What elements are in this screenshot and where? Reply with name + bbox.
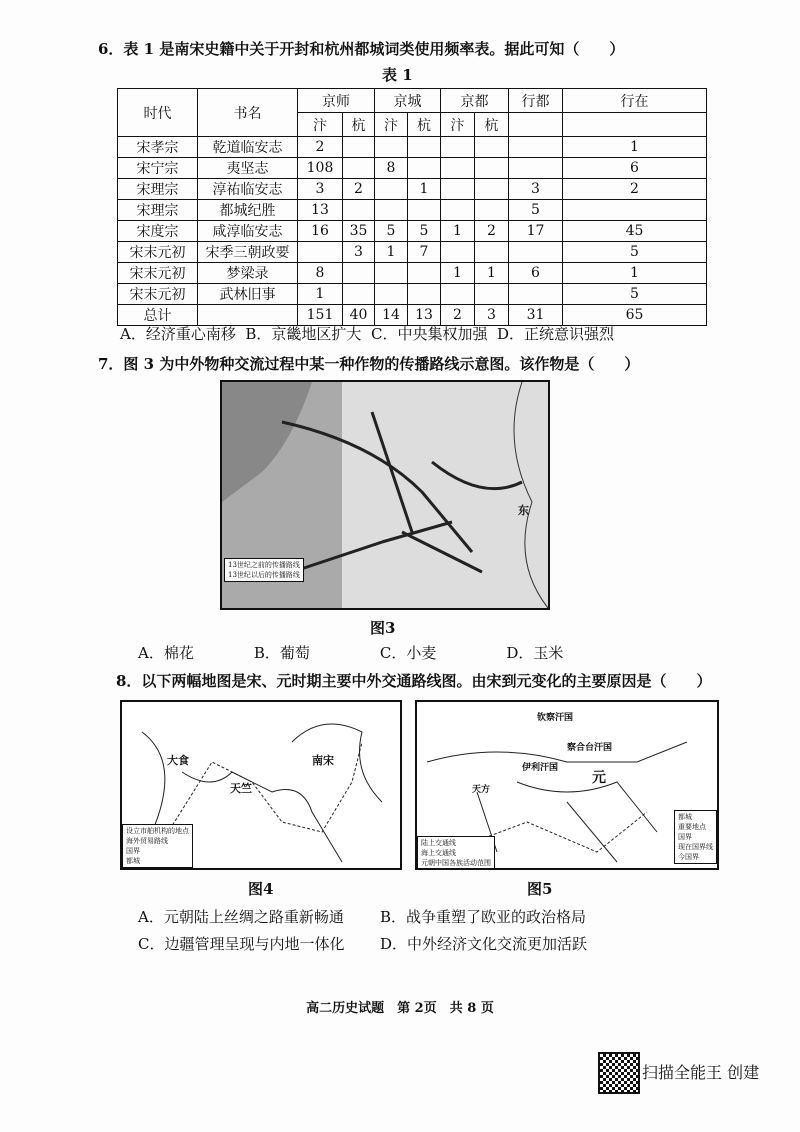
legend-item: 海上交通线 bbox=[421, 849, 456, 857]
table-cell bbox=[441, 158, 475, 179]
table-cell bbox=[375, 200, 408, 221]
sub-bian: 汴 bbox=[298, 113, 343, 137]
scanner-watermark: 扫描全能王 创建 bbox=[642, 1063, 760, 1082]
table-cell bbox=[375, 263, 408, 284]
map-label: 伊利汗国 bbox=[522, 763, 559, 773]
table-cell: 宋孝宗 bbox=[118, 137, 198, 158]
table-cell: 1 bbox=[475, 263, 509, 284]
header-book: 书名 bbox=[198, 89, 298, 137]
table-cell: 夷坚志 bbox=[198, 158, 298, 179]
table-cell bbox=[475, 242, 509, 263]
table-cell: 65 bbox=[563, 305, 707, 326]
header-xingzai: 行在 bbox=[563, 89, 707, 113]
legend-item: 陆上交通线 bbox=[421, 839, 456, 847]
header-era: 时代 bbox=[118, 89, 198, 137]
option-a[interactable]: A．经济重心南移 bbox=[120, 325, 236, 343]
map-legend bbox=[417, 836, 495, 870]
figure-3-map bbox=[220, 380, 550, 610]
header-jingcheng: 京城 bbox=[375, 89, 441, 113]
map-label: 天竺 bbox=[230, 782, 252, 795]
table-cell bbox=[441, 242, 475, 263]
legend-item: 现在国界线 bbox=[678, 843, 713, 851]
table-cell: 总计 bbox=[118, 305, 198, 326]
table-cell bbox=[408, 137, 441, 158]
table-cell: 14 bbox=[375, 305, 408, 326]
table-row bbox=[118, 242, 707, 263]
table-cell: 咸淳临安志 bbox=[198, 221, 298, 242]
table-cell: 8 bbox=[298, 263, 343, 284]
table-row bbox=[118, 221, 707, 242]
table-cell: 1 bbox=[441, 263, 475, 284]
table-cell bbox=[441, 179, 475, 200]
option-d[interactable]: D．中外经济文化交流更加活跃 bbox=[380, 935, 588, 953]
table-cell: 1 bbox=[375, 242, 408, 263]
table-cell bbox=[375, 284, 408, 305]
table-cell: 1 bbox=[563, 263, 707, 284]
table-cell bbox=[509, 284, 563, 305]
map-label: 钦察汗国 bbox=[537, 713, 574, 723]
legend-item: 设立市舶机构的地点 bbox=[126, 827, 189, 835]
table-cell bbox=[475, 284, 509, 305]
legend-item: 13世纪之前的传播路线 bbox=[228, 561, 300, 569]
table-cell: 1 bbox=[408, 179, 441, 200]
option-d[interactable]: D．玉米 bbox=[506, 644, 564, 662]
table-cell: 6 bbox=[509, 263, 563, 284]
table-cell: 8 bbox=[375, 158, 408, 179]
table-cell: 40 bbox=[343, 305, 375, 326]
sub-bian: 汴 bbox=[375, 113, 408, 137]
legend-item: 海外贸易路线 bbox=[126, 837, 168, 845]
legend-item: 国界 bbox=[678, 833, 692, 841]
legend-item: 重要地点 bbox=[678, 823, 706, 831]
table-cell: 1 bbox=[298, 284, 343, 305]
map-legend-2 bbox=[674, 810, 717, 864]
map-label: 元 bbox=[592, 770, 606, 786]
table-row bbox=[118, 158, 707, 179]
figure-4-map bbox=[120, 700, 402, 870]
table-cell: 都城纪胜 bbox=[198, 200, 298, 221]
table-cell: 乾道临安志 bbox=[198, 137, 298, 158]
table-cell bbox=[298, 242, 343, 263]
q6-options bbox=[120, 323, 614, 344]
table-cell: 13 bbox=[298, 200, 343, 221]
table-cell: 宋理宗 bbox=[118, 200, 198, 221]
table-cell: 武林旧事 bbox=[198, 284, 298, 305]
table-cell bbox=[441, 284, 475, 305]
option-c[interactable]: C．边疆管理呈现与内地一体化 bbox=[138, 935, 345, 953]
table-row bbox=[118, 137, 707, 158]
map-label: 大食 bbox=[167, 754, 189, 767]
table-cell: 宋末元初 bbox=[118, 284, 198, 305]
sub-hang: 杭 bbox=[343, 113, 375, 137]
table-cell: 2 bbox=[563, 179, 707, 200]
option-b[interactable]: B．葡萄 bbox=[253, 644, 310, 662]
q7-options bbox=[138, 642, 563, 663]
table-cell: 2 bbox=[298, 137, 343, 158]
table-cell: 5 bbox=[408, 221, 441, 242]
table-cell bbox=[343, 200, 375, 221]
header-jingdu: 京都 bbox=[441, 89, 509, 113]
q7-stem: 7．图 3 为中外物种交流过程中某一种作物的传播路线示意图。该作物是（ ） bbox=[98, 355, 640, 373]
table-cell bbox=[509, 137, 563, 158]
table-cell: 151 bbox=[298, 305, 343, 326]
table-cell: 宋宁宗 bbox=[118, 158, 198, 179]
table-cell: 宋末元初 bbox=[118, 242, 198, 263]
header-jingshi: 京师 bbox=[298, 89, 375, 113]
legend-item: 元朝中国各族活动范围 bbox=[421, 859, 491, 867]
table-cell: 2 bbox=[475, 221, 509, 242]
table-cell bbox=[408, 263, 441, 284]
figure-5-caption: 图5 bbox=[527, 880, 553, 898]
q6-stem: 6．表 1 是南宋史籍中关于开封和杭州都城词类使用频率表。据此可知（ ） bbox=[98, 40, 625, 58]
qr-code-icon bbox=[598, 1052, 640, 1094]
figure-3-caption: 图3 bbox=[370, 619, 396, 637]
frequency-table bbox=[117, 88, 707, 326]
figure-4-caption: 图4 bbox=[248, 880, 274, 898]
map-label: 东 bbox=[518, 504, 529, 517]
table-cell: 7 bbox=[408, 242, 441, 263]
map-label: 天方 bbox=[472, 785, 491, 795]
table-cell bbox=[441, 137, 475, 158]
legend-item: 国界 bbox=[126, 847, 140, 855]
table-row bbox=[118, 179, 707, 200]
table-cell: 宋末元初 bbox=[118, 263, 198, 284]
legend-item: 今国界 bbox=[678, 853, 699, 861]
option-a[interactable]: A．元朝陆上丝绸之路重新畅通 bbox=[138, 908, 344, 926]
table-cell bbox=[343, 284, 375, 305]
table-cell: 2 bbox=[441, 305, 475, 326]
figure-5-map bbox=[415, 700, 719, 870]
table-cell: 35 bbox=[343, 221, 375, 242]
table-cell bbox=[563, 200, 707, 221]
table-cell: 16 bbox=[298, 221, 343, 242]
table-row bbox=[118, 200, 707, 221]
map-label: 南宋 bbox=[312, 754, 334, 767]
table-cell bbox=[343, 158, 375, 179]
table-cell: 5 bbox=[375, 221, 408, 242]
table-cell: 1 bbox=[441, 221, 475, 242]
sub-hang: 杭 bbox=[475, 113, 509, 137]
table-cell bbox=[509, 158, 563, 179]
table-cell bbox=[408, 200, 441, 221]
legend-item: 都城 bbox=[126, 857, 140, 865]
option-a[interactable]: A．棉花 bbox=[138, 644, 194, 662]
option-b[interactable]: B．京畿地区扩大 bbox=[245, 325, 362, 343]
table-cell: 6 bbox=[563, 158, 707, 179]
table-cell bbox=[475, 179, 509, 200]
table-row bbox=[118, 263, 707, 284]
option-c[interactable]: C．中央集权加强 bbox=[370, 325, 488, 343]
table-cell bbox=[441, 200, 475, 221]
table-row bbox=[118, 284, 707, 305]
table-cell: 3 bbox=[343, 242, 375, 263]
map-legend bbox=[224, 558, 304, 582]
table-cell: 13 bbox=[408, 305, 441, 326]
q8-stem: 8．以下两幅地图是宋、元时期主要中外交通路线图。由宋到元变化的主要原因是（ ） bbox=[116, 672, 712, 690]
table-cell: 45 bbox=[563, 221, 707, 242]
table-cell: 3 bbox=[509, 179, 563, 200]
option-c[interactable]: C．小麦 bbox=[379, 644, 437, 662]
table-cell: 5 bbox=[509, 200, 563, 221]
table-cell: 5 bbox=[563, 284, 707, 305]
sub-hang: 杭 bbox=[408, 113, 441, 137]
table-cell: 5 bbox=[563, 242, 707, 263]
table-cell bbox=[343, 137, 375, 158]
table-cell: 宋度宗 bbox=[118, 221, 198, 242]
legend-item: 13世纪以后的传播路线 bbox=[228, 571, 300, 579]
table-cell: 17 bbox=[509, 221, 563, 242]
sub-bian: 汴 bbox=[441, 113, 475, 137]
header-xingdu: 行都 bbox=[509, 89, 563, 113]
option-b[interactable]: B．战争重塑了欧亚的政治格局 bbox=[380, 908, 587, 926]
legend-item: 都城 bbox=[678, 813, 692, 821]
table-cell bbox=[375, 179, 408, 200]
table-cell: 宋季三朝政要 bbox=[198, 242, 298, 263]
map-label: 察合台汗国 bbox=[567, 743, 613, 753]
table-cell bbox=[509, 242, 563, 263]
table-cell: 淳祐临安志 bbox=[198, 179, 298, 200]
table-cell: 108 bbox=[298, 158, 343, 179]
table-cell: 2 bbox=[343, 179, 375, 200]
table-title: 表 1 bbox=[382, 66, 413, 84]
table-cell: 宋理宗 bbox=[118, 179, 198, 200]
table-cell bbox=[408, 284, 441, 305]
option-d[interactable]: D．正统意识强烈 bbox=[497, 325, 615, 343]
table-cell bbox=[475, 200, 509, 221]
page-footer: 高二历史试题 第 2页 共 8 页 bbox=[306, 1001, 494, 1016]
table-cell bbox=[475, 158, 509, 179]
table-cell bbox=[375, 137, 408, 158]
table-cell: 31 bbox=[509, 305, 563, 326]
table-cell: 1 bbox=[563, 137, 707, 158]
map-legend bbox=[122, 824, 193, 868]
table-cell: 3 bbox=[475, 305, 509, 326]
table-cell bbox=[475, 137, 509, 158]
table-cell: 梦梁录 bbox=[198, 263, 298, 284]
table-cell: 3 bbox=[298, 179, 343, 200]
table-cell bbox=[408, 158, 441, 179]
table-cell bbox=[343, 263, 375, 284]
